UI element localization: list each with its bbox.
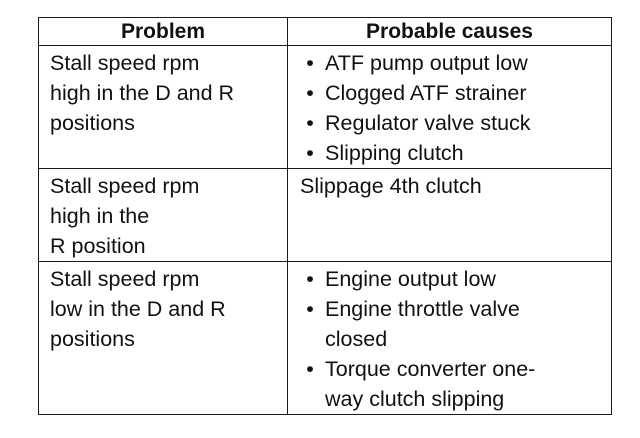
causes-list [299,48,603,168]
problem-text: positions [50,111,135,135]
cause-item [299,108,603,138]
cause-item [299,78,603,108]
cause-item [299,138,603,168]
cause-item [299,294,603,354]
problem-text: positions [50,327,135,351]
causes-list [299,264,603,414]
cause-text: Clogged ATF strainer [325,81,527,105]
cause-item [299,264,603,294]
bullet-icon: • [306,297,314,321]
header-probable-causes: Probable causes [288,18,612,46]
bullet-icon: • [306,357,314,381]
problem-cell [39,262,288,415]
table-row [39,46,612,169]
problem-text: high in the D and R [50,81,235,105]
table-header-row [39,18,612,46]
cause-text: ATF pump output low [325,51,528,75]
cause-text: Engine output low [325,267,496,291]
bullet-icon: • [306,141,314,165]
table-row [39,169,612,262]
bullet-icon: • [306,81,314,105]
cause-item [299,354,603,414]
problem-text: Stall speed rpm [50,267,200,291]
bullet-icon: • [306,111,314,135]
cause-text: way clutch slipping [325,387,505,411]
problem-cell [39,46,288,169]
cause-text: closed [325,327,388,351]
problem-text: R position [50,234,146,258]
causes-cell [288,46,612,169]
cause-text: Regulator valve stuck [325,111,531,135]
problem-text: high in the [50,204,150,228]
header-problem: Problem [39,18,288,46]
table-row [39,262,612,415]
causes-cell [288,262,612,415]
cause-text: Slipping clutch [325,141,464,165]
problem-text: Stall speed rpm [50,174,200,198]
cause-text: Engine throttle valve [325,297,520,321]
diagnosis-table [38,17,612,415]
bullet-icon: • [306,51,314,75]
cause-item [299,48,603,78]
problem-text: Stall speed rpm [50,51,200,75]
problem-text: low in the D and R [50,297,226,321]
bullet-icon: • [306,267,314,291]
causes-cell [288,169,612,262]
cause-text: Slippage 4th clutch [300,174,482,198]
problem-cell [39,169,288,262]
cause-text: Torque converter one- [325,357,536,381]
